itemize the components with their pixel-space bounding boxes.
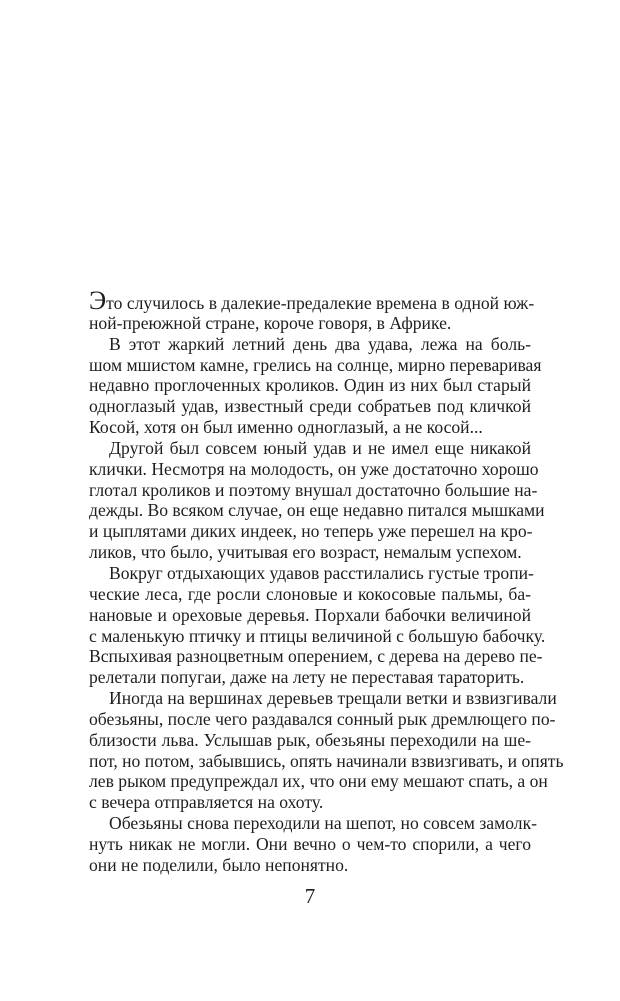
- text-line: [89, 286, 535, 315]
- page-number: 7: [304, 884, 316, 908]
- text-line: нановые и ореховые деревья. Порхали бабочки величиной: [89, 604, 531, 625]
- text-line: В этот жаркий летний день два удава, лежа на боль-: [109, 333, 531, 354]
- text-line: клички. Несмотря на молодость, он уже достаточно хорошо: [89, 458, 539, 479]
- text-line: Вокруг отдыхающих удавов расстилались густые тропи-: [109, 562, 534, 583]
- paragraph: [89, 688, 564, 813]
- text-line: Вспыхивая разноцветным оперением, с дерева на дерево пе-: [89, 646, 543, 667]
- text-line-rest: то случилось в далекие-предалекие времена в одной юж-: [106, 293, 535, 313]
- text-line: они не поделили, было непонятно.: [89, 854, 349, 875]
- text-line: Другой был совсем юный удав и не имел еще никакой: [109, 437, 531, 458]
- text-line: релетали попугаи, даже на лету не переставая тараторить.: [89, 667, 525, 688]
- text-line: дежды. Во всяком случае, он еще недавно питался мышками: [89, 500, 545, 521]
- text-line: с маленькую птичку и птицы величиной с большую бабочку.: [89, 625, 546, 646]
- text-line: шом мшистом камне, грелись на солнце, мирно переваривая: [89, 354, 542, 375]
- paragraph: [89, 333, 542, 438]
- text-line: ной-преюжной стране, короче говоря, в Африке.: [89, 312, 452, 333]
- text-line: ликов, что было, учитывая его возраст, немалым успехом.: [89, 542, 522, 563]
- text-line: Обезьяны снова переходили на шепот, но совсем замолк-: [109, 813, 537, 834]
- text-line: нуть никак не могли. Они вечно о чем-то спорили, а чего: [89, 833, 531, 854]
- story-text: [89, 286, 564, 876]
- text-line: ческие леса, где росли слоновые и кокосовые пальмы, ба-: [89, 583, 531, 604]
- text-line: недавно проглоченных кроликов. Один из них был старый: [89, 375, 531, 396]
- text-line: Косой, хотя он был именно одноглазый, а не косой...: [89, 417, 483, 438]
- paragraph: [89, 286, 535, 334]
- text-line: обезьяны, после чего раздавался сонный рык дремлющего по-: [89, 708, 556, 729]
- text-line: глотал кроликов и поэтому внушал достаточно большие на-: [89, 479, 538, 500]
- paragraph: [89, 813, 537, 876]
- text-line: и цыплятами диких индеек, но теперь уже перешел на кро-: [89, 521, 533, 542]
- drop-cap: Э: [89, 286, 107, 315]
- text-line: Иногда на вершинах деревьев трещали ветки и взвизгивали: [109, 688, 557, 709]
- text-line: лев рыком предупреждал их, что они ему мешают спать, а он: [89, 771, 548, 792]
- text-line: одноглазый удав, известный среди собратьев под кличкой: [89, 396, 531, 417]
- text-line: с вечера отправляется на охоту.: [89, 792, 324, 813]
- paragraph: [89, 437, 545, 563]
- text-line: близости льва. Услышав рык, обезьяны переходили на ше-: [89, 729, 531, 750]
- text-line: пот, но потом, забывшись, опять начинали взвизгивать, и опять: [89, 750, 564, 771]
- paragraph: [89, 562, 546, 688]
